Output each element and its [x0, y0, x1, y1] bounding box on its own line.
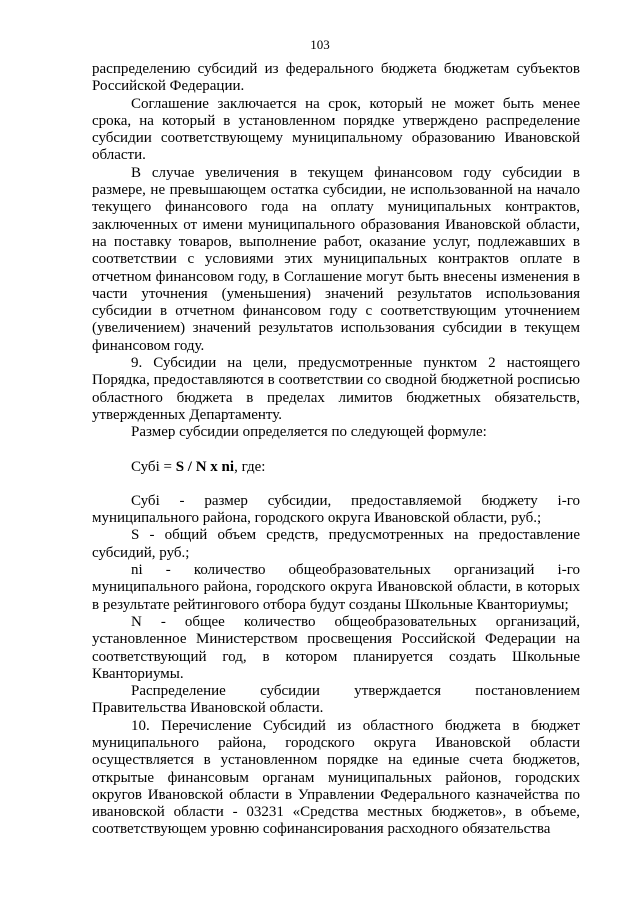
definition-n-i: ni - количество общеобразовательных организаций i-го муниципального района, городского округа Ивановской области, в которых в результате рейтингового отбора будут созданы Школьные Кванториумы; — [92, 562, 580, 613]
definition-s: S - общий объем средств, предусмотренных на предоставление субсидий, руб.; — [92, 527, 580, 561]
formula-expression: S / N x ni — [175, 458, 235, 475]
document-body — [92, 61, 580, 839]
formula — [92, 459, 580, 476]
paragraph-item-9: 9. Субсидии на цели, предусмотренные пунктом 2 настоящего Порядка, предоставляются в соответствии со сводной бюджетной росписью областного бюджета в пределах лимитов бюджетных обязательств, утвержденных Департаменту. — [92, 355, 580, 423]
formula-suffix: , где: — [234, 458, 266, 475]
paragraph-subsidy-increase: В случае увеличения в текущем финансовом году субсидии в размере, не превышающем остатка субсидии, не использованной на начало текущего финансового года на оплату муниципальных контрактов, заключенных от имени муниципального образования Ивановской области, на поставку товаров, выполнение работ, оказание услуг, подлежавших в соответствии с условиями этих муниципальных контрактов оплате в отчетном финансовом году, в Соглашение могут быть внесены изменения в части уточнения (уменьшения) значений результатов использования субсидии в отчетном финансовом году с соответствующим уточнением (увеличением) значений результатов использования субсидии в текущем финансовом году. — [92, 164, 580, 354]
formula-lhs: Субi = — [131, 458, 176, 475]
paragraph-distribution: Распределение субсидии утверждается постановлением Правительства Ивановской области. — [92, 683, 580, 717]
paragraph-continuation: распределению субсидий из федерального бюджета бюджетам субъектов Российской Федерации. — [92, 61, 580, 95]
definition-n: N - общее количество общеобразовательных организаций, установленное Министерством просвещения Российской Федерации на соответствующий год, в котором планируется создать Школьные Кванториумы. — [92, 613, 580, 682]
definition-sub-i: Субi - размер субсидии, предоставляемой бюджету i-го муниципального района, городского округа Ивановской области, руб.; — [92, 492, 580, 527]
paragraph-formula-intro: Размер субсидии определяется по следующей формуле: — [131, 424, 487, 441]
paragraph-item-10: 10. Перечисление Субсидий из областного бюджета в бюджет муниципального района, городского округа Ивановской области осуществляется в установленном порядке на единые счета бюджетов, открытые финансовым органам муниципальных районов, городских округов Ивановской области в Управлении Федерального казначейства по ивановской области - 03231 «Средства местных бюджетов», в объеме, соответствующем уровню софинансирования расходного обязательства — [92, 717, 580, 838]
paragraph-agreement-term: Соглашение заключается на срок, который не может быть менее срока, на который в установленном порядке утверждено распределение субсидии соответствующему муниципальному образованию Ивановской области. — [92, 95, 580, 164]
page-number: 103 — [310, 37, 330, 52]
